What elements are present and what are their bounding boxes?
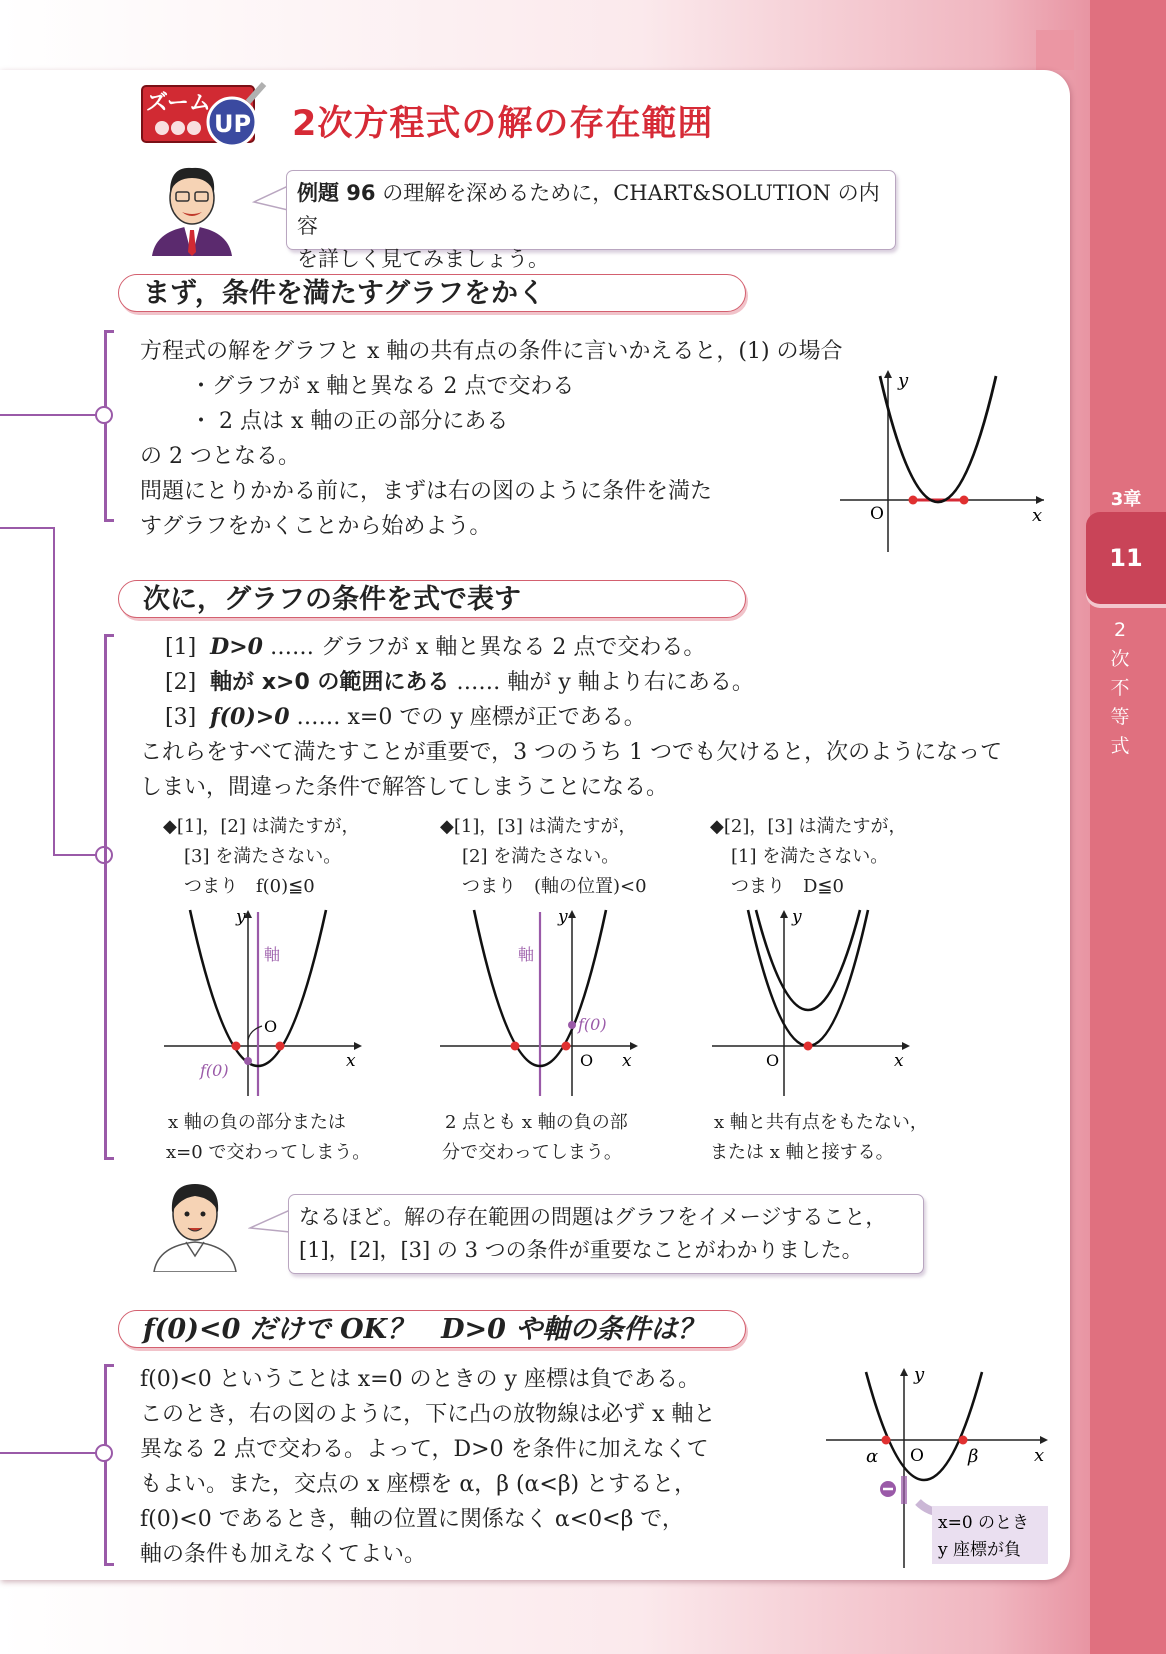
case3-line2: [1] を満たさない。 [731, 846, 889, 867]
graph3-y-label: y [914, 1364, 925, 1385]
student-bubble-tail-icon [248, 1206, 290, 1236]
case2-caption2: 分で交わってしまう。 [442, 1142, 622, 1163]
bubble-tail-icon [252, 184, 288, 214]
case2-line3: つまり (軸の位置)<0 [462, 876, 647, 897]
graph3-alpha-label: α [866, 1446, 879, 1467]
section2-bracket [104, 634, 107, 1160]
corner-box [1036, 30, 1074, 70]
teacher-avatar [144, 160, 240, 256]
case1-caption1: x 軸の負の部分または [168, 1112, 346, 1133]
s3-line6: 軸の条件も加えなくてよい。 [140, 1542, 427, 1567]
case2-origin-label: O [580, 1051, 594, 1070]
s1-line3: ・ 2 点は x 軸の正の部分にある [190, 409, 509, 434]
case3-caption1: x 軸と共有点をもたない， [714, 1112, 928, 1133]
case1-x-label: x [346, 1051, 356, 1071]
section1-bracket [104, 330, 107, 522]
case3-graph [708, 900, 918, 1100]
zoom-up-logo [140, 80, 270, 150]
case2-x-label: x [622, 1051, 632, 1071]
s1-line6: すグラフをかくことから始めよう。 [140, 514, 492, 539]
s2-para1: これらをすべて満たすことが重要で，3 つのうち 1 つでも欠けると，次のようになって [140, 740, 1003, 765]
case1-caption2: x=0 で交わってしまう。 [166, 1142, 371, 1163]
s3-line3: 異なる 2 点で交わる。よって，D>0 を条件に加えなくて [140, 1437, 709, 1462]
s2-para2: しまい，間違った条件で解答してしまうことになる。 [140, 775, 669, 800]
logo-zoom-text: ズーム [146, 91, 211, 116]
condition-1: [1] D>0 …… グラフが x 軸と異なる 2 点で交わる。 [165, 634, 706, 660]
connector-line [0, 414, 97, 416]
case1-line2: [3] を満たさない。 [184, 846, 342, 867]
connector-line-5 [0, 1452, 97, 1454]
case3-origin-label: O [766, 1051, 780, 1070]
graph1-origin-label: O [870, 504, 884, 524]
logo-up-text: UP [214, 110, 252, 138]
page-title: 2次方程式の解の存在範囲 [292, 104, 714, 144]
example-ref: 例題 96 [297, 181, 376, 205]
s1-line2: ・グラフが x 軸と異なる 2 点で交わる [190, 374, 575, 399]
case1-line1: ◆[1]，[2] は満たすが， [163, 816, 360, 837]
s3-line2: このとき，右の図のように，下に凸の放物線は必ず x 軸と [140, 1402, 716, 1427]
graph3-origin-label: O [910, 1446, 924, 1466]
section3-heading: f(0)<0 だけで OK？ D>0 や軸の条件は？ [118, 1310, 746, 1348]
case3-line3: つまり D≦0 [731, 876, 844, 897]
condition-2: [2] 軸が x>0 の範囲にある …… 軸が y 軸より右にある。 [165, 670, 754, 695]
case2-line2: [2] を満たさない。 [462, 846, 620, 867]
connector-line-4 [53, 854, 97, 856]
section3-bracket [104, 1364, 107, 1566]
case3-x-label: x [894, 1051, 904, 1071]
case1-axis-label: 軸 [264, 945, 281, 964]
connector-line-3 [53, 527, 55, 855]
case2-axis-label: 軸 [518, 945, 535, 964]
section1-parabola-graph [840, 368, 1050, 554]
case1-graph [160, 900, 370, 1100]
intro-speech-bubble [286, 170, 896, 271]
chapter-title-vertical: 2 次 不 等 式 [1110, 619, 1130, 757]
case1-line3: つまり f(0)≦0 [184, 876, 315, 897]
case2-line1: ◆[1]，[3] は満たすが， [440, 816, 637, 837]
section1-node [95, 406, 113, 424]
graph3-x-label: x [1034, 1445, 1045, 1466]
s3-line5: f(0)<0 であるとき，軸の位置に関係なく α<0<β で， [140, 1507, 684, 1532]
case2-graph [436, 900, 646, 1100]
graph3-note1: x=0 のとき [938, 1513, 1030, 1533]
section1-heading: まず，条件を満たすグラフをかく [118, 274, 746, 312]
case1-f0-label: f(0) [200, 1061, 229, 1080]
case3-line1: ◆[2]，[3] は満たすが， [710, 816, 907, 837]
section3-node [95, 1444, 113, 1462]
case2-caption1: 2 点とも x 軸の負の部 [445, 1112, 628, 1133]
s1-line5: 問題にとりかかる前に，まずは右の図のように条件を満た [140, 479, 713, 504]
case2-f0-label: f(0) [578, 1015, 607, 1034]
connector-line-2 [0, 527, 54, 529]
intro-line1: の理解を深めるために，CHART&SOLUTION の内容 [297, 181, 880, 238]
case1-origin-label: O [264, 1017, 278, 1036]
s1-line1: 方程式の解をグラフと x 軸の共有点の条件に言いかえると，(1) の場合 [140, 339, 843, 364]
student-speech-bubble [288, 1194, 924, 1274]
graph1-x-label: x [1032, 505, 1043, 526]
chapter-label: 3章 [1110, 489, 1142, 510]
graph3-beta-label: β [968, 1446, 979, 1467]
chapter-number-tab[interactable]: 11 [1086, 512, 1166, 604]
section2-heading: 次に，グラフの条件を式で表す [118, 580, 746, 618]
case1-y-label: y [236, 907, 246, 927]
case2-y-label: y [558, 907, 568, 927]
section3-parabola-graph [822, 1364, 1056, 1570]
sidebar-strip [1090, 0, 1166, 1654]
student-line2: [1]，[2]，[3] の 3 つの条件が重要なことがわかりました。 [299, 1238, 863, 1262]
graph1-y-label: y [898, 370, 909, 391]
s1-line4: の 2 つとなる。 [140, 444, 300, 469]
student-avatar [150, 1176, 240, 1272]
s3-line4: もよい。また，交点の x 座標を α，β (α<β) とすると， [140, 1472, 697, 1497]
s3-line1: f(0)<0 ということは x=0 のときの y 座標は負である。 [140, 1367, 700, 1392]
intro-line2: を詳しく見てみましょう。 [297, 247, 549, 271]
student-line1: なるほど。解の存在範囲の問題はグラフをイメージすること， [299, 1205, 887, 1229]
case3-caption2: または x 軸と接する。 [710, 1142, 894, 1163]
case3-y-label: y [792, 907, 802, 927]
graph3-note2: y 座標が負 [938, 1540, 1022, 1560]
condition-3: [3] f(0)>0 …… x=0 での y 座標が正である。 [165, 704, 646, 730]
